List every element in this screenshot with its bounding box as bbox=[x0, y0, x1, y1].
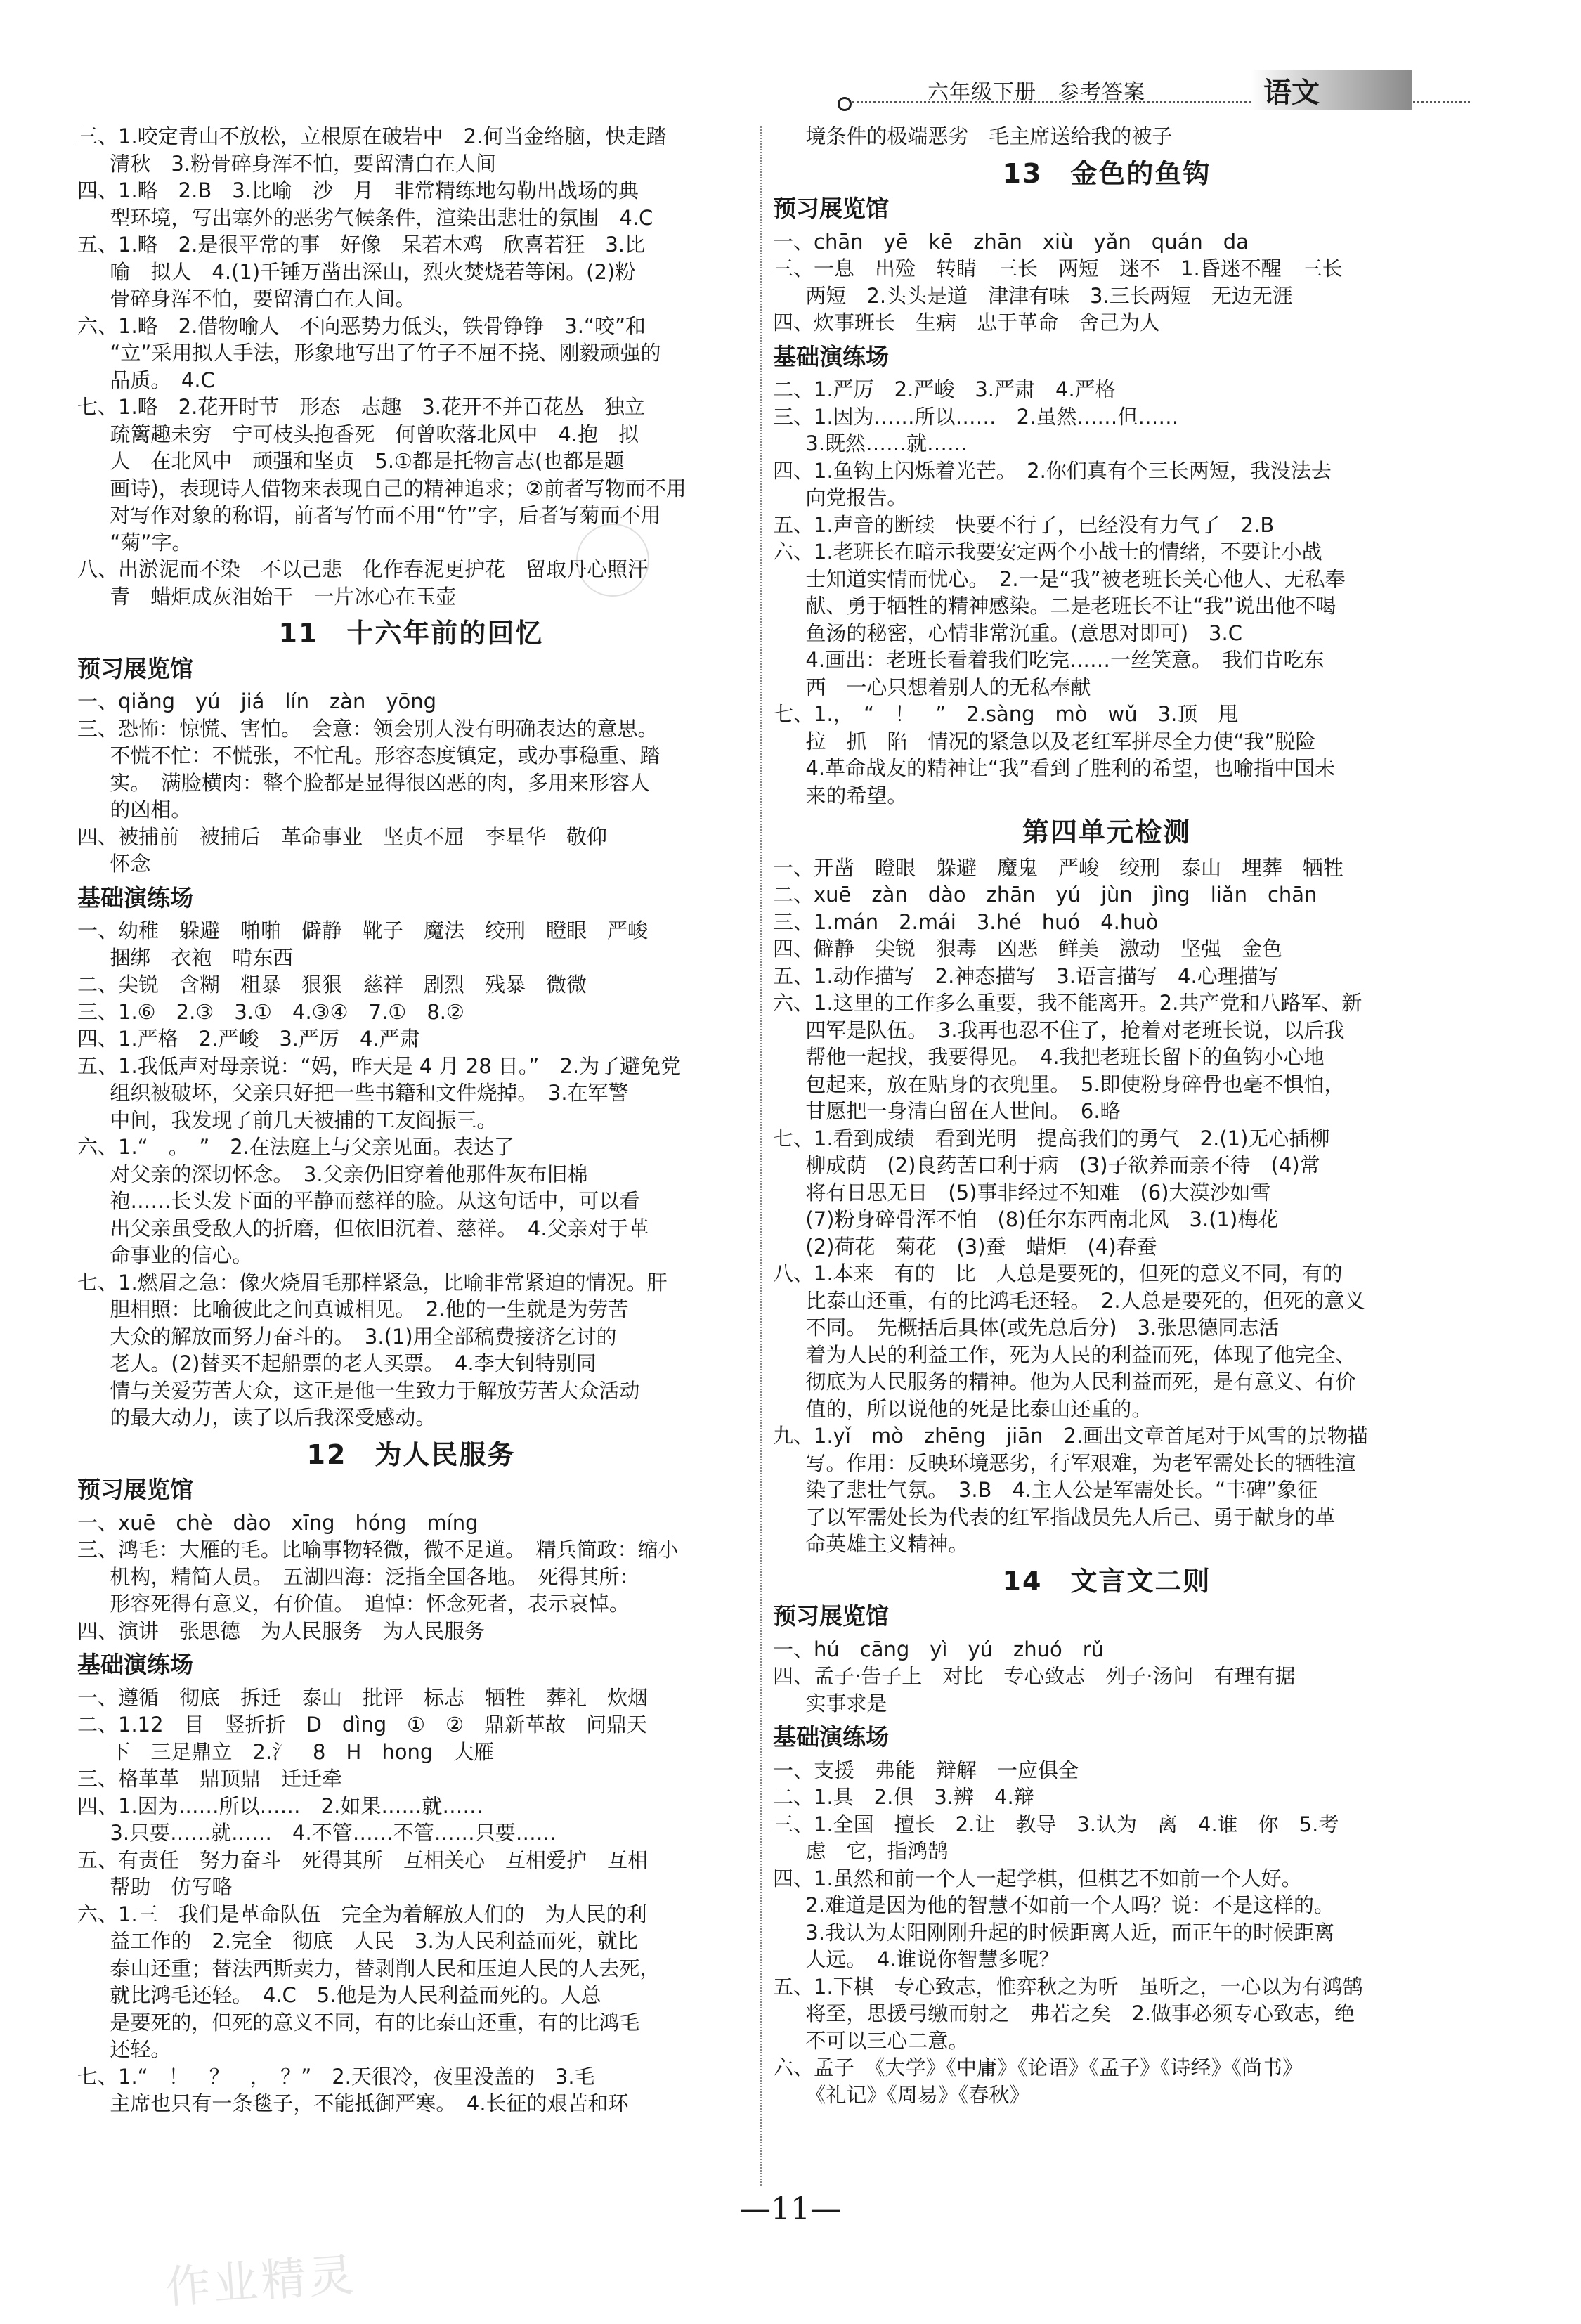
answer-line: 一、开凿 瞪眼 躲避 魔鬼 严峻 绞刑 泰山 埋葬 牺牲 bbox=[773, 855, 1344, 880]
answer-line-continued: 不同。 先概括后具体(或先总后分) 3.张思德同志活 bbox=[805, 1316, 1280, 1339]
answer-line-continued: 泰山还重；替法西斯卖力，替剥削人民和压迫人民的人去死， bbox=[110, 1956, 661, 1980]
answer-line-continued: 品质。 4.C bbox=[110, 368, 215, 392]
answer-line-continued: 2.难道是因为他的智慧不如前一个人吗？说：不是这样的。 bbox=[805, 1893, 1335, 1917]
answer-line: 四、僻静 尖锐 狠毒 凶恶 鲜美 激动 坚强 金色 bbox=[773, 937, 1283, 961]
answer-line: 三、恐怖：惊慌、害怕。 会意：领会别人没有明确表达的意思。 bbox=[77, 716, 658, 741]
answer-line-continued: 组织被破坏，父亲只好把一些书籍和文件烧掉。 3.在军警 bbox=[110, 1081, 629, 1105]
answer-line: 四、1.虽然和前一个人一起学棋，但棋艺不如前一个人好。 bbox=[773, 1866, 1302, 1890]
answer-line-continued: 四军是队伍。 3.我再也忍不住了，抢着对老班长说，以后我 bbox=[805, 1018, 1345, 1042]
answer-line-continued: 比泰山还重，有的比鸿毛还轻。 2.人总是要死的，但死的意义 bbox=[805, 1288, 1365, 1313]
answer-line-continued: 士知道实情而忧心。 2.一是“我”被老班长关心他人、无私奉 bbox=[805, 566, 1346, 591]
answer-line-continued: 主席也只有一条毯子，不能抵御严寒。 4.长征的艰苦和环 bbox=[110, 2091, 629, 2115]
answer-line-continued: 西 一心只想着别人的无私奉献 bbox=[805, 675, 1091, 699]
answer-line-continued: “立”采用拟人手法，形象地写出了竹子不屈不挠、刚毅顽强的 bbox=[110, 341, 661, 365]
subsection-heading: 预习展览馆 bbox=[77, 654, 193, 682]
answer-line-continued: 4.革命战友的精神让“我”看到了胜利的希望，也喻指中国未 bbox=[805, 756, 1336, 780]
answer-line-continued: 《礼记》《周易》《春秋》 bbox=[805, 2082, 1030, 2107]
answer-line-continued: 下 三足鼎立 2.氵 8 H hong 大雁 bbox=[110, 1739, 495, 1764]
answer-line: 三、1.mán 2.mái 3.hé huó 4.huò bbox=[773, 909, 1159, 934]
answer-line-continued: 向党报告。 bbox=[805, 486, 908, 509]
answer-line-continued: 命事业的信心。 bbox=[110, 1243, 253, 1267]
answer-line-continued: 4.画出：老班长看着我们吃完……一丝笑意。 我们肯吃东 bbox=[805, 648, 1325, 672]
answer-line-continued: 对写作对象的称谓，前者写竹而不用“竹”字，后者写菊而不用 bbox=[110, 503, 661, 527]
answer-line-continued: 实事求是 bbox=[805, 1691, 887, 1715]
left-column bbox=[77, 123, 745, 2117]
answer-line: 二、1.严厉 2.严峻 3.严肃 4.严格 bbox=[773, 377, 1116, 401]
answer-line-continued: 了以军需处长为代表的红军指战员先人后己、勇于献身的革 bbox=[805, 1505, 1336, 1529]
answer-line: 七、1.燃眉之急：像火烧眉毛那样紧急，比喻非常紧迫的情况。肝 bbox=[77, 1270, 668, 1294]
answer-line-continued: 的凶相。 bbox=[110, 798, 192, 822]
answer-line: 四、1.鱼钩上闪烁着光芒。 2.你们真有个三长两短，我没法去 bbox=[773, 458, 1332, 483]
header-subject-tab: 语文 bbox=[1251, 70, 1412, 110]
subsection-heading: 基础演练场 bbox=[77, 883, 193, 911]
subsection-heading: 基础演练场 bbox=[773, 342, 889, 370]
answer-line: 四、孟子·告子上 对比 专心致志 列子·汤问 有理有据 bbox=[773, 1664, 1296, 1688]
answer-line-continued: 捆绑 衣袍 啃东西 bbox=[110, 945, 294, 970]
answer-line: 八、1.本来 有的 比 人总是要死的，但死的意义不同，有的 bbox=[773, 1261, 1343, 1285]
answer-line: 七、1.看到成绩 看到光明 提高我们的勇气 2.(1)无心插柳 bbox=[773, 1126, 1330, 1150]
answer-line-continued: 型环境，写出塞外的恶劣气候条件，渲染出悲壮的氛围 4.C bbox=[110, 205, 653, 230]
answer-line-continued: 着为人民的利益工作，死为人民的利益而死，体现了他完全、 bbox=[805, 1342, 1356, 1367]
answer-line: 三、1.因为……所以…… 2.虽然……但…… bbox=[773, 404, 1179, 429]
answer-line: 六、1.略 2.借物喻人 不向恶势力低头，铁骨铮铮 3.“咬”和 bbox=[77, 313, 646, 338]
answer-line: 一、幼稚 躲避 啪啪 僻静 靴子 魔法 绞刑 瞪眼 严峻 bbox=[77, 918, 649, 942]
answer-line: 四、1.因为……所以…… 2.如果……就…… bbox=[77, 1793, 483, 1818]
answer-line: 三、1.全国 擅长 2.让 教导 3.认为 离 4.谁 你 5.考 bbox=[773, 1812, 1339, 1836]
answer-line-continued: 形容死得有意义，有价值。 追悼：怀念死者，表示哀悼。 bbox=[110, 1592, 630, 1616]
header-grade-answer: 六年级下册 参考答案 bbox=[928, 80, 1145, 105]
answer-line: 七、1.略 2.花开时节 形态 志趣 3.花开不并百花丛 独立 bbox=[77, 395, 646, 419]
answer-line: 一、xuē chè dào xīng hóng míng bbox=[77, 1510, 479, 1535]
answer-line-continued: 对父亲的深切怀念。 3.父亲仍旧穿着他那件灰布旧棉 bbox=[110, 1162, 588, 1186]
answer-line: 一、qiǎng yú jiá lín zàn yōng bbox=[77, 689, 437, 713]
section-title: 14 文言文二则 bbox=[1002, 1565, 1211, 1597]
answer-line-continued: 机构，精简人员。 五湖四海：泛指全国各地。 死得其所： bbox=[110, 1564, 640, 1589]
answer-line: 五、1.声音的断续 快要不行了，已经没有力气了 2.B bbox=[773, 512, 1275, 537]
answer-line: 四、被捕前 被捕后 革命事业 坚贞不屈 李星华 敬仰 bbox=[77, 824, 608, 849]
answer-line: 三、1.⑥ 2.③ 3.① 4.③④ 7.① 8.② bbox=[77, 999, 465, 1024]
answer-line-continued: 骨碎身浑不怕，要留清白在人间。 bbox=[110, 287, 416, 311]
answer-line-continued: 人远。 4.谁说你智慧多呢？ bbox=[805, 1947, 1060, 1971]
answer-line-continued: 帮助 仿写略 bbox=[110, 1875, 233, 1899]
page-header bbox=[829, 70, 1532, 119]
answer-line: 三、一息 出殓 转睛 三长 两短 迷不 1.昏迷不醒 三长 bbox=[773, 257, 1343, 280]
answer-line-continued: 拉 抓 陷 情况的紧急以及老红军拼尽全力使“我”脱险 bbox=[805, 729, 1316, 753]
subsection-heading: 预习展览馆 bbox=[77, 1476, 193, 1503]
answer-line: 四、1.略 2.B 3.比喻 沙 月 非常精练地勾勒出战场的典 bbox=[77, 178, 639, 202]
answer-line-continued: 3.我认为太阳刚刚升起的时候距离人近，而正午的时候距离 bbox=[805, 1920, 1335, 1945]
answer-line: 一、hú cāng yì yú zhuó rǔ bbox=[773, 1637, 1105, 1661]
answer-line: 四、演讲 张思德 为人民服务 为人民服务 bbox=[77, 1618, 486, 1643]
answer-line: 五、1.我低声对母亲说：“妈，昨天是 4 月 28 日。” 2.为了避免党 bbox=[77, 1053, 682, 1078]
answer-line-continued: 彻底为人民服务的精神。他为人民利益而死，是有意义、有价 bbox=[805, 1370, 1356, 1394]
subsection-heading: 基础演练场 bbox=[77, 1651, 193, 1678]
subsection-heading: 预习展览馆 bbox=[773, 195, 889, 222]
subsection-heading: 预习展览馆 bbox=[773, 1602, 889, 1630]
answer-line: 九、1.yǐ mò zhēng jiān 2.画出文章首尾对于风雪的景物描 bbox=[773, 1424, 1369, 1448]
answer-line-continued: 是要死的，但死的意义不同，有的比泰山还重，有的比鸿毛 bbox=[110, 2010, 640, 2034]
answer-line: 七、1.， “ ！ ” 2.sàng mò wǔ 3.顶 甩 bbox=[773, 702, 1239, 726]
answer-line-continued: 实。 满脸横肉：整个脸都是显得很凶恶的肉，多用来形容人 bbox=[110, 770, 650, 795]
answer-line-continued: (2)荷花 菊花 (3)蚕 蜡炬 (4)春蚕 bbox=[805, 1234, 1157, 1259]
answer-line-continued: 命英雄主义精神。 bbox=[805, 1532, 969, 1556]
answer-line: 一、遵循 彻底 拆迁 泰山 批评 标志 牺牲 葬礼 炊烟 bbox=[77, 1685, 649, 1710]
answer-line: 四、炊事班长 生病 忠于革命 舍己为人 bbox=[773, 311, 1161, 335]
answer-line-continued: 不慌不忙：不慌张，不忙乱。形容态度镇定，或办事稳重、踏 bbox=[110, 744, 661, 767]
subsection-heading: 基础演练场 bbox=[773, 1723, 889, 1751]
answer-line-continued: 清秋 3.粉骨碎身浑不怕，要留清白在人间 bbox=[110, 151, 497, 176]
answer-line: 二、1.12 目 竖折折 D dìng ① ② 鼎新革故 问鼎天 bbox=[77, 1713, 648, 1736]
answer-line: 五、1.下棋 专心致志，惟弈秋之为听 虽听之，一心以为有鸿鹄 bbox=[773, 1974, 1363, 1999]
section-title: 11 十六年前的回忆 bbox=[278, 618, 544, 649]
answer-line: 六、孟子 《大学》《中庸》《论语》《孟子》《诗经》《尚书》 bbox=[773, 2056, 1303, 2079]
answer-line: 五、有责任 努力奋斗 死得其所 互相关心 互相爱护 互相 bbox=[77, 1848, 649, 1872]
answer-line-continued: “菊”字。 bbox=[110, 530, 193, 554]
answer-line-continued: 献、勇于牺牲的精神感染。二是老班长不让“我”说出他不喝 bbox=[805, 594, 1336, 618]
section-title: 13 金色的鱼钩 bbox=[1002, 157, 1211, 189]
answer-line-continued: 鱼汤的秘密，心情非常沉重。(意思对即可) 3.C bbox=[805, 621, 1242, 645]
answer-line-continued: 帮他一起找，我要得见。 4.我把老班长留下的鱼钩小心地 bbox=[805, 1045, 1325, 1069]
answer-line: 二、1.具 2.俱 3.辨 4.辩 bbox=[773, 1785, 1034, 1809]
answer-line: 八、出淤泥而不染 不以己悲 化作春泥更护花 留取丹心照汗 bbox=[77, 557, 649, 581]
answer-line-continued: 包起来，放在贴身的衣兜里。 5.即使粉身碎骨也毫不惧怕， bbox=[805, 1072, 1345, 1096]
answer-line-continued: 就比鸿毛还轻。 4.C 5.他是为人民利益而死的。人总 bbox=[110, 1983, 601, 2007]
answer-line: 五、1.略 2.是很平常的事 好像 呆若木鸡 欣喜若狂 3.比 bbox=[77, 233, 646, 257]
answer-line: 二、尖锐 含糊 粗暴 狠狠 慈祥 剧烈 残暴 微微 bbox=[77, 973, 587, 997]
answer-line: 六、1.三 我们是革命队伍 完全为着解放人们的 为人民的利 bbox=[77, 1902, 647, 1926]
answer-line-continued: 人 在北风中 顽强和坚贞 5.①都是托物言志(也都是题 bbox=[110, 449, 625, 473]
answer-line: 六、1.这里的工作多么重要，我不能离开。2.共产党和八路军、新 bbox=[773, 991, 1362, 1015]
answer-line-continued: 疏篱趣未穷 宁可枝头抱香死 何曾吹落北风中 4.抱 拟 bbox=[110, 422, 639, 446]
answer-line-continued: 写。作用：反映环境恶劣，行军艰难，为老军需处长的牺牲渲 bbox=[805, 1450, 1356, 1475]
section-title: 12 为人民服务 bbox=[306, 1439, 516, 1470]
answer-line-continued: 境条件的极端恶劣 毛主席送给我的被子 bbox=[805, 124, 1173, 148]
answer-line-continued: 大众的解放而努力奋斗的。 3.(1)用全部稿费接济乞讨的 bbox=[110, 1324, 617, 1349]
answer-line-continued: 将至，思援弓缴而射之 弗若之矣 2.做事必须专心致志，绝 bbox=[805, 2001, 1355, 2025]
answer-line: 六、1.老班长在暗示我要安定两个小战士的情绪，不要让小战 bbox=[773, 540, 1322, 564]
answer-line-continued: 老人。(2)替买不起船票的老人买票。 4.李大钊特别同 bbox=[110, 1351, 597, 1375]
answer-line-continued: 不可以三心二意。 bbox=[805, 2028, 969, 2053]
answer-line-continued: 袍……长头发下面的平静而慈祥的脸。从这句话中，可以看 bbox=[110, 1189, 640, 1213]
answer-line-continued: 出父亲虽受敌人的折磨，但依旧沉着、慈祥。 4.父亲对于革 bbox=[110, 1216, 649, 1240]
answer-line-continued: 的最大动力，读了以后我深受感动。 bbox=[110, 1406, 436, 1429]
answer-line-continued: 来的希望。 bbox=[805, 783, 908, 807]
answer-line: 二、xuē zàn dào zhān yú jùn jìng liǎn chān bbox=[773, 883, 1318, 907]
answer-line: 三、1.咬定青山不放松，立根原在破岩中 2.何当金络脑，快走踏 bbox=[77, 124, 667, 148]
answer-line-continued: 值的，所以说他的死是比泰山还重的。 bbox=[805, 1396, 1152, 1421]
watermark: 作业精灵 bbox=[164, 2249, 358, 2315]
answer-line-continued: 柳成荫 (2)良药苦口利于病 (3)子欲养而亲不待 (4)常 bbox=[805, 1153, 1320, 1177]
answer-line: 一、支援 弗能 辩解 一应俱全 bbox=[773, 1758, 1079, 1782]
answer-line-continued: 甘愿把一身清白留在人世间。 6.略 bbox=[805, 1099, 1121, 1123]
right-column bbox=[773, 123, 1440, 2108]
answer-line-continued: 还轻。 bbox=[110, 2037, 171, 2061]
answer-line: 三、鸿毛：大雁的毛。比喻事物轻微，微不足道。 精兵简政：缩小 bbox=[77, 1538, 679, 1562]
answer-line-continued: 怀念 bbox=[110, 852, 151, 876]
answer-line: 六、1.“ 。 ” 2.在法庭上与父亲见面。表达了 bbox=[77, 1135, 514, 1159]
answer-line-continued: 染了悲壮气氛。 3.B 4.主人公是军需处长。“丰碑”象征 bbox=[805, 1478, 1318, 1502]
answer-line: 四、1.严格 2.严峻 3.严厉 4.严肃 bbox=[77, 1027, 420, 1051]
page-number: —11— bbox=[740, 2191, 841, 2227]
answer-line: 七、1.“ ！ ？ ， ？” 2.天很冷，夜里没盖的 3.毛 bbox=[77, 2064, 595, 2089]
answer-line-continued: (7)粉身碎骨浑不怕 (8)任尔东西南北风 3.(1)梅花 bbox=[805, 1207, 1279, 1231]
answer-line-continued: 青 蜡炬成灰泪始干 一片冰心在玉壶 bbox=[110, 584, 457, 609]
header-circle-ornament bbox=[838, 97, 852, 111]
answer-line-continued: 将有日思无日 (5)事非经过不知难 (6)大漠沙如雪 bbox=[805, 1180, 1271, 1205]
answer-line-continued: 喻 拟人 4.(1)千锤万凿出深山，烈火焚烧若等闲。(2)粉 bbox=[110, 259, 636, 284]
answer-line: 三、格革革 鼎顶鼎 迁迁牵 bbox=[77, 1767, 343, 1791]
answer-line: 一、chān yē kē zhān xiù yǎn quán da bbox=[773, 229, 1249, 254]
answer-line-continued: 虑 它，指鸿鹄 bbox=[805, 1839, 949, 1863]
answer-line-continued: 3.只要……就…… 4.不管……不管……只要…… bbox=[110, 1821, 557, 1845]
answer-line-continued: 中间，我发现了前几天被捕的工友阎振三。 bbox=[110, 1108, 497, 1132]
answer-line-continued: 3.既然……就…… bbox=[805, 431, 968, 455]
answer-line-continued: 益工作的 2.完全 彻底 人民 3.为人民利益而死，就比 bbox=[110, 1929, 638, 1953]
answer-line-continued: 胆相照：比喻彼此之间真诚相见。 2.他的一生就是为劳苦 bbox=[110, 1297, 629, 1321]
section-title: 第四单元检测 bbox=[1022, 817, 1191, 848]
answer-line: 五、1.动作描写 2.神态描写 3.语言描写 4.心理描写 bbox=[773, 963, 1279, 988]
answer-line-continued: 两短 2.头头是道 津津有味 3.三长两短 无边无涯 bbox=[805, 283, 1293, 308]
answer-line-continued: 画诗)，表现诗人借物来表现自己的精神追求；②前者写物而不用 bbox=[110, 476, 687, 500]
column-divider bbox=[760, 126, 762, 2186]
answer-line-continued: 情与关爱劳苦大众，这正是他一生致力于解放劳苦大众活动 bbox=[110, 1378, 640, 1403]
